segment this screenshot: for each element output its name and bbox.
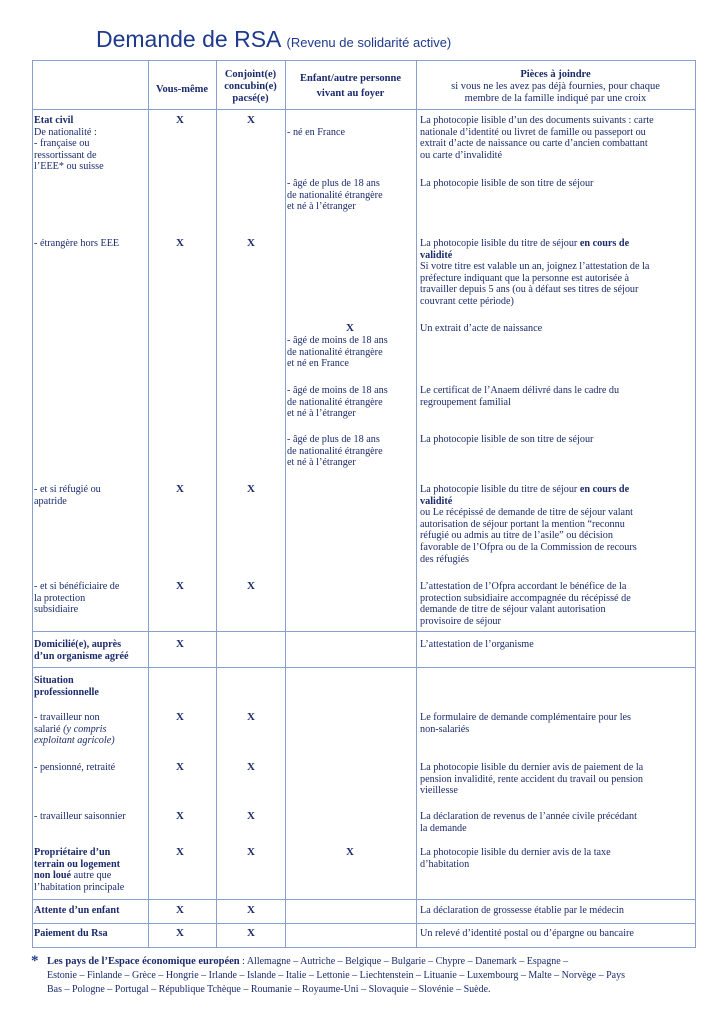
mark-conjoint: X bbox=[247, 904, 255, 916]
enfant-moins-18-ne-france: - âgé de moins de 18 ans de nationalité étrangère et né en France bbox=[287, 335, 388, 370]
pieces-domicilie: L’attestation de l’organisme bbox=[420, 639, 534, 650]
mark-vous: X bbox=[176, 810, 184, 822]
row-hors-eee-label: - étrangère hors EEE bbox=[34, 238, 120, 249]
col-border-1 bbox=[148, 61, 149, 947]
mark-enfant: X bbox=[346, 846, 354, 858]
row-divider bbox=[32, 899, 696, 900]
row-pensionne-label: - pensionné, retraité bbox=[34, 762, 116, 773]
header-conjoint: Conjoint(e) concubin(e) pacsé(e) bbox=[224, 69, 277, 104]
pieces-refugie: La photocopie lisible du titre de séjour en cours de validité ou Le récépissé de demande de titre de séjour valant autorisation de séjour portant la mention “reconnu réfugié ou admis au titre de l’asile” ou décision favorable de l’Ofpra ou de la Commission de recours des réfugiés bbox=[420, 484, 637, 565]
pieces-pensionne: La photocopie lisible du dernier avis de paiement de la pension invalidité, rente accident du travail ou pension vieillesse bbox=[420, 762, 644, 797]
col-border-3 bbox=[285, 61, 286, 947]
mark-vous: X bbox=[176, 711, 184, 723]
asterisk-icon: * bbox=[31, 953, 39, 969]
pieces-grossesse: La déclaration de grossesse établie par le médecin bbox=[420, 905, 624, 916]
mark-conjoint: X bbox=[247, 846, 255, 858]
pieces-non-salarie: Le formulaire de demande complémentaire pour les non-salariés bbox=[420, 712, 632, 735]
mark-conjoint: X bbox=[247, 761, 255, 773]
pieces-etat-civil: La photocopie lisible d’un des documents suivants : carte nationale d’identité ou livret de famille ou passeport ou extrait d’acte de naissance ou carte d’ancien combattant ou carte d’invalidité bbox=[420, 115, 654, 161]
header-pieces: Pièces à joindre si vous ne les avez pas déjà fournies, pour chaque membre de la famille indiqué par une croix bbox=[451, 69, 660, 104]
mark-vous: X bbox=[176, 761, 184, 773]
footnote-text: Les pays de l’Espace économique européen : Allemagne – Autriche – Belgique – Bulgarie – Chypre – Danemark – Espagne – Estonie – Finlande – Grèce – Hongrie – Irlande – Islande – Italie – Lettonie – Liechtenstein – Lituanie – Luxembourg – Malte – Norvège – Pays Bas – Pologne – Portugal – République Tchèque – Roumanie – Royaume-Uni – Slovaquie – Slovénie – Suède. bbox=[47, 956, 625, 996]
row-etat-civil-label: Etat civil De nationalité : - française ou ressortissant de l’EEE* ou suisse bbox=[34, 115, 104, 173]
pieces-saisonnier: La déclaration de revenus de l’année civile précédant la demande bbox=[420, 811, 637, 834]
pieces-titre-sejour: La photocopie lisible de son titre de séjour bbox=[420, 178, 594, 189]
mark-conjoint: X bbox=[247, 114, 255, 126]
col-border-left bbox=[32, 61, 33, 947]
row-attente-enfant-label: Attente d’un enfant bbox=[34, 905, 120, 916]
mark-conjoint: X bbox=[247, 711, 255, 723]
mark-enfant: X bbox=[346, 322, 354, 334]
row-divider bbox=[32, 923, 696, 924]
row-domicilie-label: Domicilié(e), auprès d’un organisme agréé bbox=[34, 639, 129, 662]
row-situation-label: Situation professionnelle bbox=[34, 675, 99, 698]
row-divider bbox=[32, 109, 696, 110]
pieces-releve: Un relevé d’identité postal ou d’épargne ou bancaire bbox=[420, 928, 634, 939]
mark-conjoint: X bbox=[247, 237, 255, 249]
col-border-4 bbox=[416, 61, 417, 947]
mark-conjoint: X bbox=[247, 483, 255, 495]
header-enfant: Enfant/autre personne vivant au foyer bbox=[299, 73, 402, 99]
col-border-2 bbox=[216, 61, 217, 947]
mark-vous: X bbox=[176, 638, 184, 650]
title-main: Demande de RSA bbox=[96, 26, 281, 52]
enfant-plus-18-etranger: - âgé de plus de 18 ans de nationalité étrangère et né à l’étranger bbox=[287, 434, 383, 469]
mark-vous: X bbox=[176, 114, 184, 126]
documents-table bbox=[32, 60, 696, 948]
row-divider bbox=[32, 631, 696, 632]
row-paiement-label: Paiement du Rsa bbox=[34, 928, 108, 939]
mark-conjoint: X bbox=[247, 580, 255, 592]
pieces-subsidiaire: L’attestation de l’Ofpra accordant le bénéfice de la protection subsidiaire accompagnée du récépissé de demande de titre de séjour valant autorisation provisoire de séjour bbox=[420, 581, 631, 627]
mark-vous: X bbox=[176, 927, 184, 939]
enfant-moins-18-etranger: - âgé de moins de 18 ans de nationalité étrangère et né à l’étranger bbox=[287, 385, 388, 420]
row-subsidiaire-label: - et si bénéficiaire de la protection subsidiaire bbox=[34, 581, 120, 616]
pieces-titre-sejour: La photocopie lisible de son titre de séjour bbox=[420, 434, 594, 445]
col-border-right bbox=[695, 61, 696, 947]
mark-vous: X bbox=[176, 483, 184, 495]
pieces-proprietaire: La photocopie lisible du dernier avis de la taxe d’habitation bbox=[420, 847, 611, 870]
enfant-ne-en-france: - né en France bbox=[287, 127, 345, 138]
title-subtitle: (Revenu de solidarité active) bbox=[286, 35, 452, 50]
row-saisonnier-label: - travailleur saisonnier bbox=[34, 811, 126, 822]
mark-vous: X bbox=[176, 580, 184, 592]
footnote-eee bbox=[31, 953, 704, 998]
pieces-anaem: Le certificat de l’Anaem délivré dans le cadre du regroupement familial bbox=[420, 385, 620, 408]
pieces-acte-naissance: Un extrait d’acte de naissance bbox=[420, 323, 543, 334]
row-divider bbox=[32, 667, 696, 668]
mark-vous: X bbox=[176, 846, 184, 858]
header-vous: Vous-même bbox=[155, 84, 209, 95]
page-title bbox=[96, 26, 451, 53]
pieces-hors-eee: La photocopie lisible du titre de séjour en cours de validité Si votre titre est valable un an, joignez l’attestation de la préfecture indiquant que la personne est autorisée à travailler depuis 5 ans (ou à défaut ses titres de séjour couvrant cette période) bbox=[420, 238, 650, 307]
enfant-plus-18-etranger: - âgé de plus de 18 ans de nationalité étrangère et né à l’étranger bbox=[287, 178, 383, 213]
row-proprietaire-label: Propriétaire d’un terrain ou logement non loué autre que l’habitation principale bbox=[34, 847, 125, 893]
mark-vous: X bbox=[176, 237, 184, 249]
row-refugie-label: - et si réfugié ou apatride bbox=[34, 484, 101, 507]
mark-vous: X bbox=[176, 904, 184, 916]
mark-conjoint: X bbox=[247, 810, 255, 822]
row-non-salarie-label: - travailleur non salarié (y compris exploitant agricole) bbox=[34, 712, 115, 747]
mark-conjoint: X bbox=[247, 927, 255, 939]
